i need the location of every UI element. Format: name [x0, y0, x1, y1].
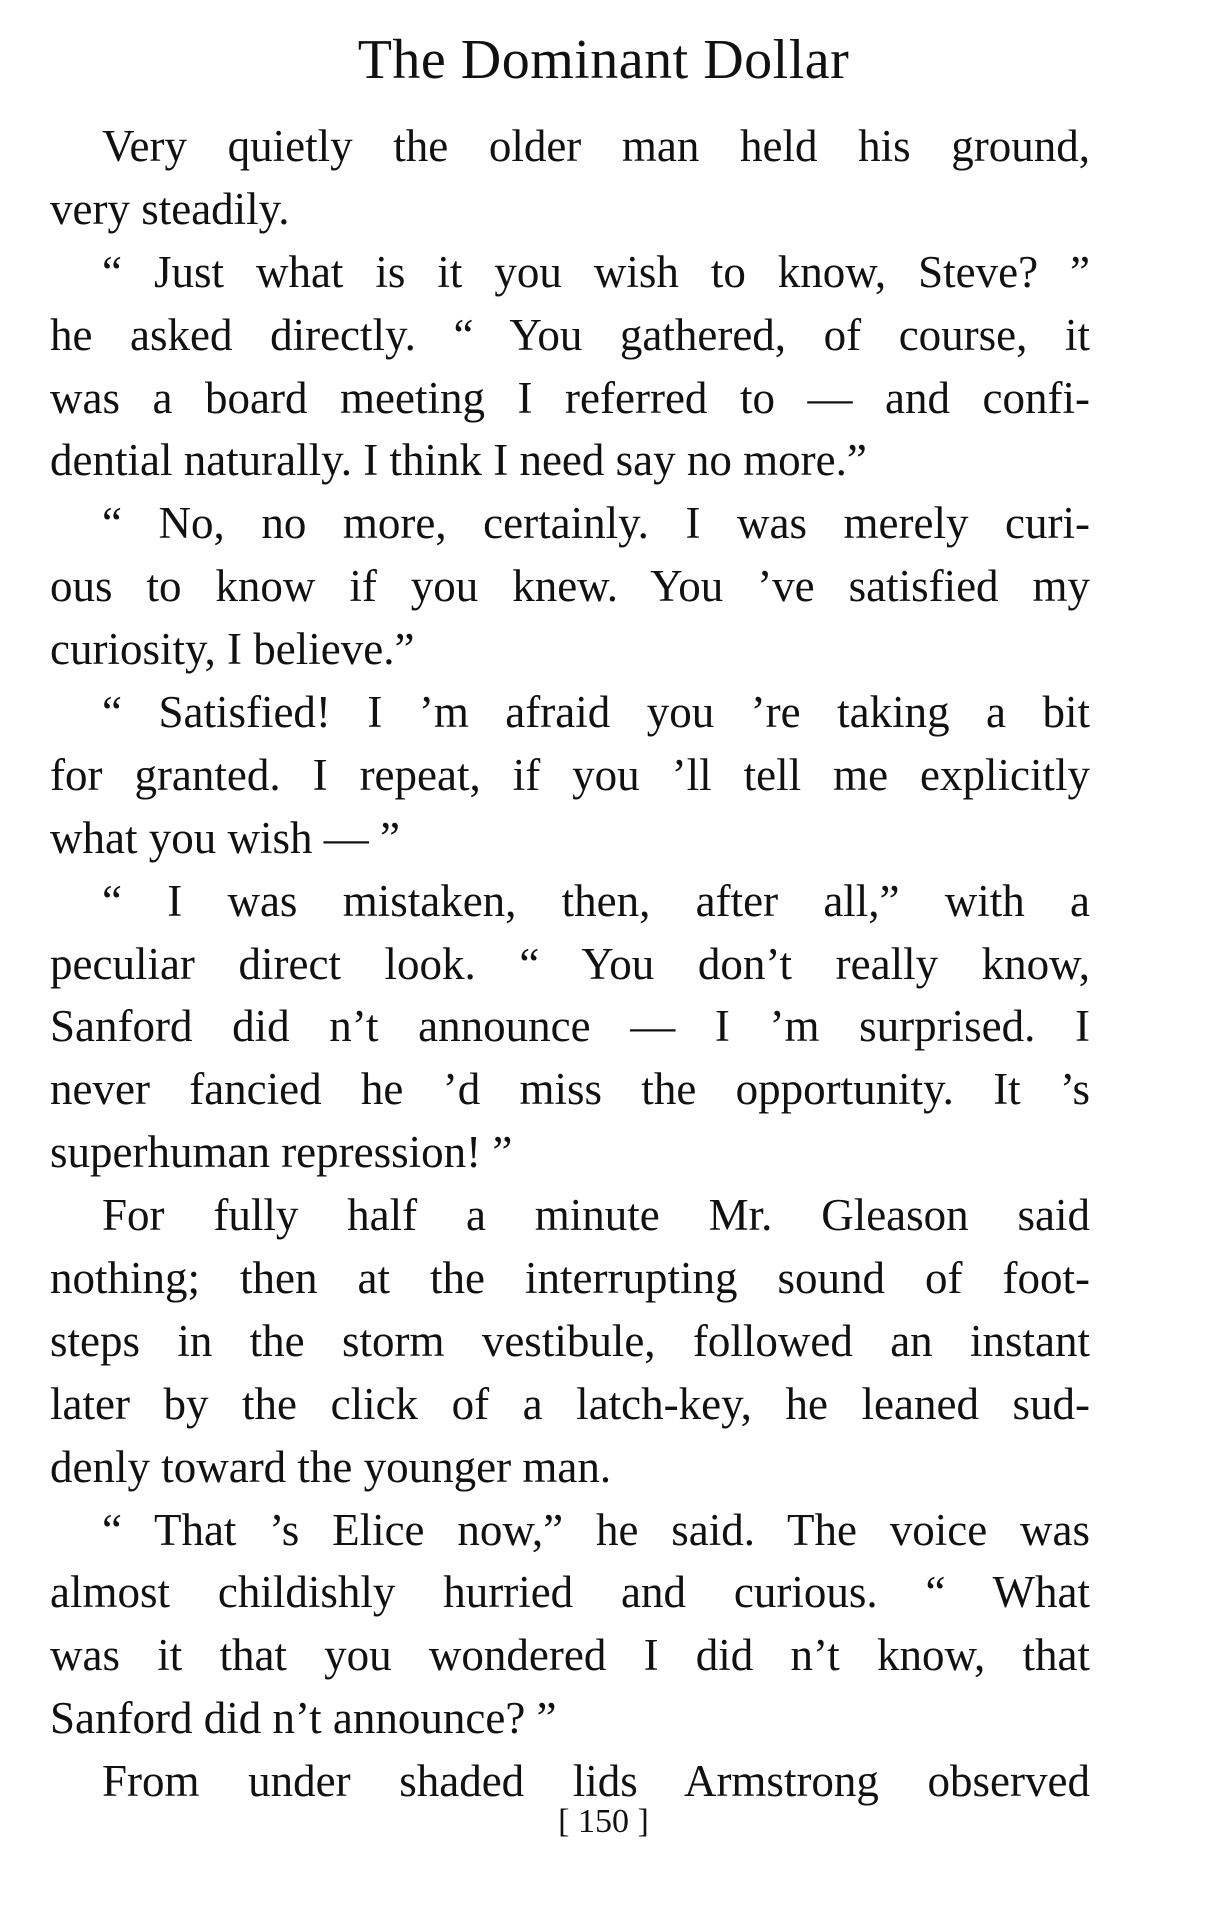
text-line: for granted. I repeat, if you ’ll tell me explicitly [50, 749, 1090, 800]
text-line: almost childishly hurried and curious. “ What [50, 1567, 1090, 1618]
text-line: superhuman repression! ” [50, 1127, 513, 1178]
text-line: later by the click of a latch-key, he leaned sud- [50, 1378, 1090, 1429]
text-line: From under shaded lids Armstrong observed [102, 1756, 1090, 1807]
body-text [50, 115, 1090, 1813]
text-line: peculiar direct look. “ You don’t really know, [50, 938, 1090, 989]
text-line: dential naturally. I think I need say no more.” [50, 435, 867, 486]
text-line: ous to know if you knew. You ’ve satisfied my [50, 561, 1090, 612]
text-line: For fully half a minute Mr. Gleason said [102, 1190, 1090, 1241]
text-line: very steadily. [50, 183, 290, 234]
text-line: “ I was mistaken, then, after all,” with a [102, 875, 1090, 926]
text-line: “ No, no more, certainly. I was merely curi- [102, 498, 1090, 549]
text-line: never fancied he ’d miss the opportunity. It ’s [50, 1064, 1090, 1115]
text-line: nothing; then at the interrupting sound of foot- [50, 1253, 1090, 1304]
page-number: [ 150 ] [558, 1803, 649, 1840]
text-line: what you wish — ” [50, 812, 400, 863]
text-line: was a board meeting I referred to — and confi- [50, 372, 1090, 423]
text-line: “ That ’s Elice now,” he said. The voice was [102, 1504, 1090, 1555]
text-line: Very quietly the older man held his ground, [102, 121, 1090, 171]
text-line: “ Satisfied! I ’m afraid you ’re taking a bit [102, 687, 1090, 738]
text-line: Sanford did n’t announce — I ’m surprised. I [50, 1001, 1090, 1052]
text-line: curiosity, I believe.” [50, 624, 415, 675]
running-head: The Dominant Dollar [357, 29, 850, 91]
text-line: steps in the storm vestibule, followed an instant [50, 1315, 1090, 1366]
text-line: Sanford did n’t announce? ” [50, 1693, 557, 1744]
text-line: “ Just what is it you wish to know, Steve? ” [102, 246, 1090, 297]
text-line: was it that you wondered I did n’t know, that [50, 1630, 1090, 1681]
text-line: denly toward the younger man. [50, 1441, 612, 1492]
text-line: he asked directly. “ You gathered, of course, it [50, 309, 1090, 360]
